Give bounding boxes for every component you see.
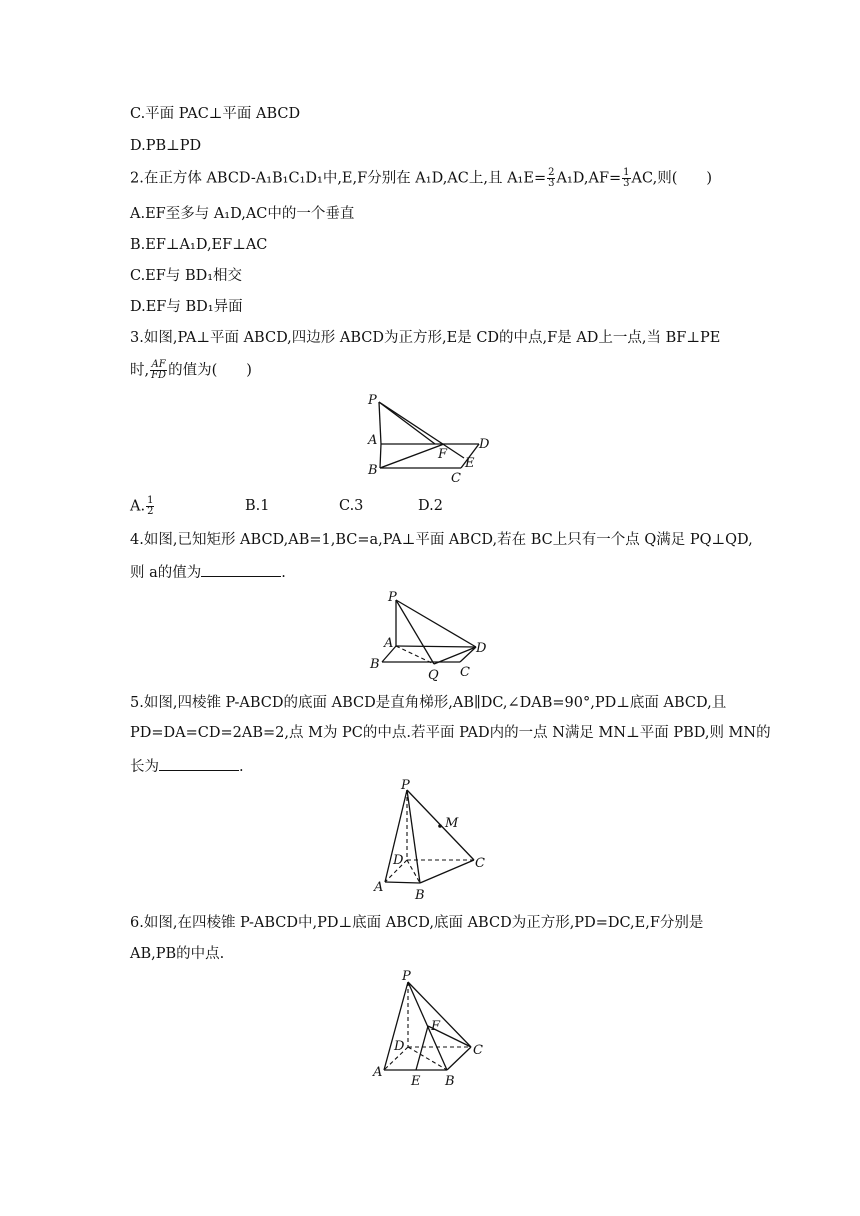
fig6-label-c: C bbox=[473, 1043, 483, 1058]
fig3-label-c: C bbox=[451, 471, 461, 486]
fraction-two-thirds: $\frac{2}{3}$ bbox=[548, 167, 555, 189]
fig4-label-d: D bbox=[476, 641, 487, 656]
q3-option-c: C.3 bbox=[339, 498, 364, 514]
fig5-label-p: P bbox=[401, 778, 410, 793]
fig4-label-p: P bbox=[388, 590, 397, 605]
q2-text-b: A₁D,AF= bbox=[556, 170, 622, 187]
fig6-label-b: B bbox=[445, 1074, 455, 1089]
q1-option-c: C.平面 PAC⊥平面 ABCD bbox=[130, 106, 301, 122]
answer-blank-q5[interactable] bbox=[159, 756, 239, 771]
fig5-label-c: C bbox=[475, 856, 485, 871]
fig3-label-d: D bbox=[479, 437, 490, 452]
q4-stem-line2: 则 a的值为 . bbox=[130, 562, 286, 583]
q3-option-b: B.1 bbox=[245, 498, 270, 514]
fig6-label-a: A bbox=[373, 1065, 383, 1080]
fraction-af-fd: $\frac{AF}{FD}$ bbox=[151, 359, 167, 381]
fraction-one-third: $\frac{1}{3}$ bbox=[623, 167, 630, 189]
figure-q5 bbox=[370, 780, 500, 905]
fig3-label-b: B bbox=[368, 463, 378, 478]
fig5-label-d: D bbox=[393, 853, 404, 868]
fig3-label-p: P bbox=[368, 393, 377, 408]
q2-option-b: B.EF⊥A₁D,EF⊥AC bbox=[130, 237, 268, 253]
q3-stem-line2: 时, $\frac{AF}{FD}$ 的值为( ) bbox=[130, 359, 252, 381]
q3-stem-line1: 3.如图,PA⊥平面 ABCD,四边形 ABCD为正方形,E是 CD的中点,F是 AD上一点,当 BF⊥PE bbox=[130, 330, 721, 346]
figure-q4 bbox=[366, 588, 498, 683]
q3-option-d: D.2 bbox=[418, 498, 443, 514]
q1-option-d: D.PB⊥PD bbox=[130, 138, 202, 154]
q3-option-a: A. $\frac{1}{2}$ bbox=[130, 495, 154, 517]
fig4-label-c: C bbox=[460, 665, 470, 680]
q2-text-a: 2.在正方体 ABCD-A₁B₁C₁D₁中,E,F分别在 A₁D,AC上,且 A₁E= bbox=[130, 170, 547, 187]
q6-stem-line2: AB,PB的中点. bbox=[130, 946, 225, 962]
fig5-label-a: A bbox=[374, 880, 384, 895]
q3-options bbox=[130, 495, 443, 517]
fig4-label-a: A bbox=[384, 636, 394, 651]
fig3-label-e: E bbox=[465, 456, 475, 471]
fig6-label-d: D bbox=[394, 1039, 405, 1054]
q2-text-c: AC,则( ) bbox=[631, 170, 713, 187]
fig6-label-e: E bbox=[411, 1074, 421, 1089]
fig6-label-f: F bbox=[431, 1019, 441, 1034]
q2-option-d: D.EF与 BD₁异面 bbox=[130, 299, 243, 315]
q5-stem-line3: 长为 . bbox=[130, 756, 244, 777]
question-2-stem bbox=[130, 168, 712, 189]
q2-option-c: C.EF与 BD₁相交 bbox=[130, 268, 243, 284]
fig4-label-q: Q bbox=[428, 668, 439, 683]
figure-q3 bbox=[368, 392, 498, 484]
q5-stem-line1: 5.如图,四棱锥 P-ABCD的底面 ABCD是直角梯形,AB∥DC,∠DAB=90°,PD⊥底面 ABCD,且 bbox=[130, 695, 727, 711]
fig5-label-m: M bbox=[445, 816, 459, 831]
fig5-label-b: B bbox=[415, 888, 425, 903]
fig3-label-f: F bbox=[438, 447, 448, 462]
fig4-label-b: B bbox=[370, 657, 380, 672]
fig6-label-p: P bbox=[402, 969, 411, 984]
fig3-label-a: A bbox=[368, 433, 378, 448]
q5-stem-line2: PD=DA=CD=2AB=2,点 M为 PC的中点.若平面 PAD内的一点 N满足 MN⊥平面 PBD,则 MN的 bbox=[130, 725, 771, 741]
figure-q6 bbox=[370, 970, 500, 1090]
q6-stem-line1: 6.如图,在四棱锥 P-ABCD中,PD⊥底面 ABCD,底面 ABCD为正方形,PD=DC,E,F分别是 bbox=[130, 915, 704, 931]
q4-stem-line1: 4.如图,已知矩形 ABCD,AB=1,BC=a,PA⊥平面 ABCD,若在 BC上只有一个点 Q满足 PQ⊥QD, bbox=[130, 532, 753, 548]
q2-option-a: A.EF至多与 A₁D,AC中的一个垂直 bbox=[130, 206, 355, 222]
answer-blank-q4[interactable] bbox=[201, 562, 281, 577]
